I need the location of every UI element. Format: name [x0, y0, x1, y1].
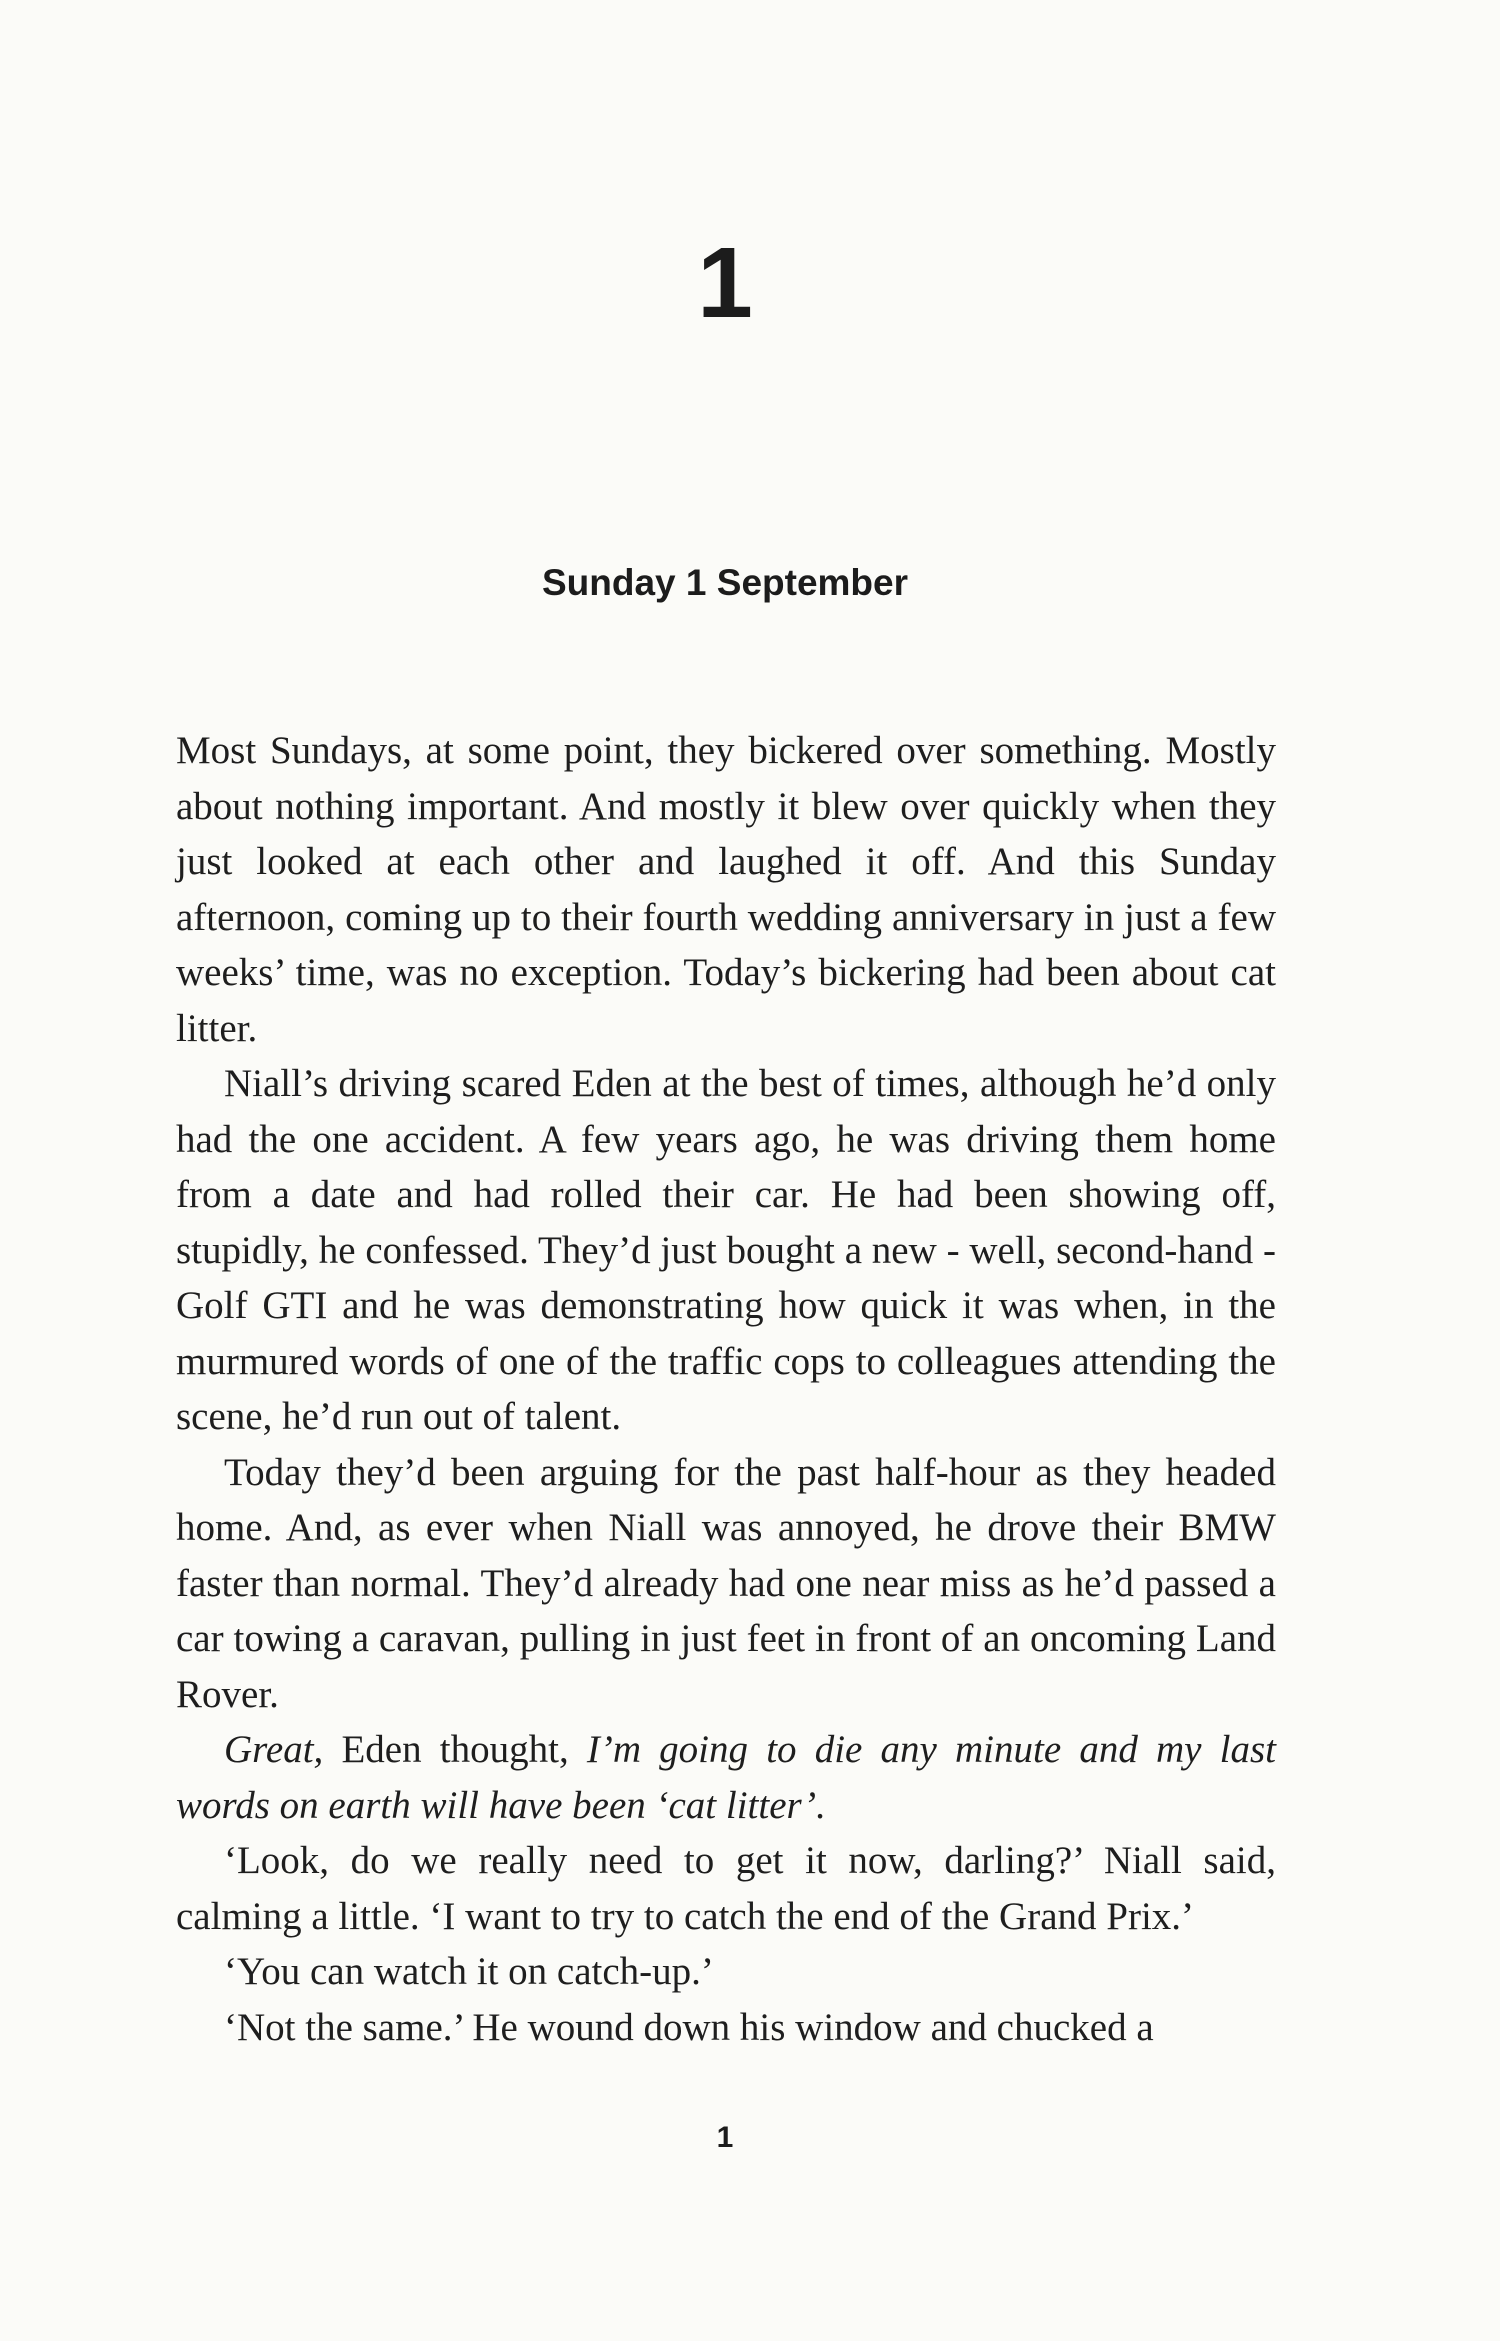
paragraph-4 — [176, 1722, 1276, 1833]
paragraph-1: Most Sundays, at some point, they bickered over something. Mostly about nothing important. And mostly it blew over quickly when they just looked at each other and laughed it off. And this Sunday afternoon, coming up to their fourth wedding anniversary in just a few weeks’ time, was no exception. Today’s bickering had been about cat litter. — [176, 729, 1276, 1050]
chapter-number: 1 — [697, 227, 753, 339]
paragraph-4-italic-thought: I’m going to die any minute and my last words on earth will have been ‘cat litter’. — [176, 1728, 1276, 1827]
paragraph-4-text: Eden thought, — [323, 1728, 587, 1771]
paragraph-6: ‘You can watch it on catch-up.’ — [224, 1950, 714, 1993]
paragraph-5: ‘Look, do we really need to get it now, darling?’ Niall said, calming a little. ‘I want to try to catch the end of the Grand Prix.’ — [176, 1839, 1276, 1938]
paragraph-2: Niall’s driving scared Eden at the best of times, although he’d only had the one accident. A few years ago, he was driving them home from a date and had rolled their car. He had been showing off, stupidly, he confessed. They’d just bought a new - well, second-hand - Golf GTI and he was demonstrating how quick it was when, in the murmured words of one of the traffic cops to colleagues attending the scene, he’d run out of talent. — [176, 1062, 1276, 1438]
paragraph-7: ‘Not the same.’ He wound down his window and chucked a — [224, 2005, 1154, 2049]
page-number: 1 — [716, 2121, 734, 2154]
paragraph-3: Today they’d been arguing for the past half-hour as they headed home. And, as ever when Niall was annoyed, he drove their BMW faster than normal. They’d already had one near miss as he’d passed a car towing a caravan, pulling in just feet in front of an oncoming Land Rover. — [176, 1450, 1276, 1716]
paragraph-4-italic-great: Great, — [224, 1728, 324, 1771]
chapter-body — [176, 723, 1276, 2055]
chapter-date-heading: Sunday 1 September — [541, 562, 908, 603]
